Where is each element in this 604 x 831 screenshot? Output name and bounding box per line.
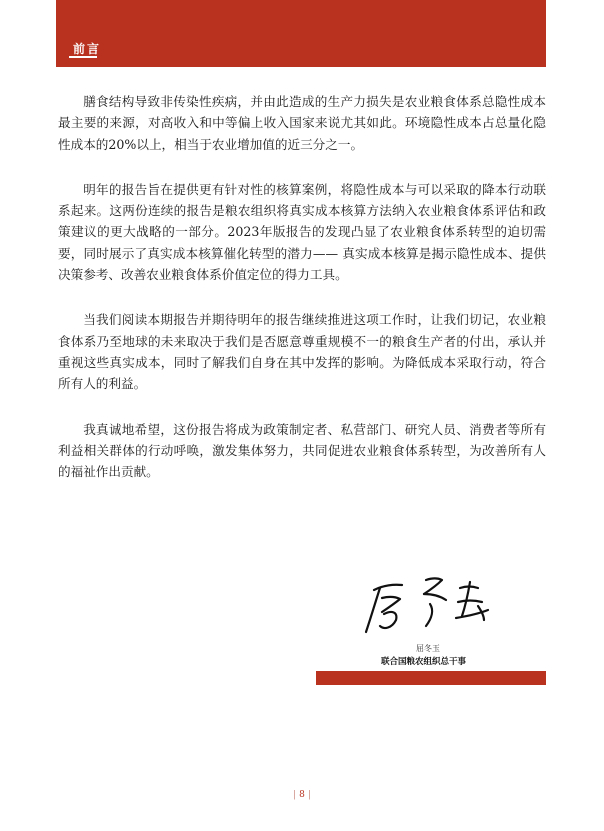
signatory-title: 联合国粮农组织总干事 (381, 657, 467, 667)
signatory-name: 屈冬玉 (416, 644, 440, 653)
body-text (58, 91, 546, 506)
paragraph-1: 膳食结构导致非传染性疾病，并由此造成的生产力损失是农业粮食体系总隐性成本最主要的来源，对高收入和中等偏上收入国家来说尤其如此。环境隐性成本占总量化隐性成本的20%以上，相当于农业增加值的近三分之一。 (58, 94, 546, 152)
handwritten-signature (360, 570, 510, 642)
paragraph-4: 我真诚地希望，这份报告将成为政策制定者、私营部门、研究人员、消费者等所有利益相关群体的行动呼唤，激发集体努力，共同促进农业粮食体系转型，为改善所有人的福祉作出贡献。 (58, 421, 546, 480)
footer-accent-bar (316, 671, 546, 685)
header-bar (56, 0, 546, 67)
paragraph-2: 明年的报告旨在提供更有针对性的核算案例，将隐性成本与可以采取的降本行动联系起来。这两份连续的报告是粮农组织将真实成本核算方法纳入农业粮食体系评估和政策建议的更大战略的一部分。2023年版报告的发现凸显了农业粮食体系转型的迫切需要，同时展示了真实成本核算催化转型的潜力—— 真实成本核算是揭示隐性成本、提供决策参考、改善农业粮食体系价值定位的得力工具。 (58, 181, 546, 283)
page-title: 前言 (73, 42, 102, 56)
page-number-value: 8 (299, 790, 305, 800)
page-number: | 8 | (293, 790, 311, 800)
title-underline (69, 56, 97, 58)
paragraph-3: 当我们阅读本期报告并期待明年的报告继续推进这项工作时，让我们切记，农业粮食体系乃至地球的未来取决于我们是否愿意尊重规模不一的粮食生产者的付出，承认并重视这些真实成本，同时了解我们自身在其中发挥的影响。为降低成本采取行动，符合所有人的利益。 (58, 312, 546, 392)
